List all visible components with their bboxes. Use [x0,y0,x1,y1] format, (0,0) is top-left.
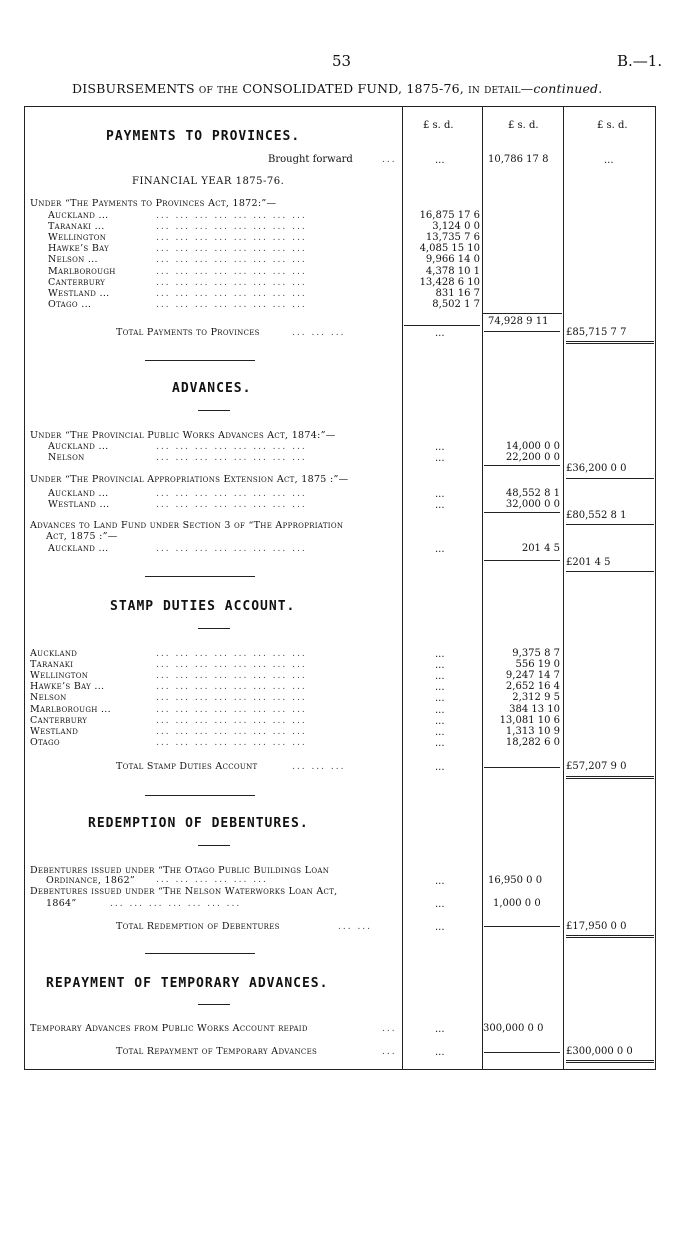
list-item-amount: 556 19 0 [515,659,560,671]
column-header-3: £ s. d. [597,120,628,131]
leader-dots: ... ... ... ... ... ... ... ... [156,255,307,266]
list-item-col1: ... [435,442,445,453]
section-separator [145,795,255,796]
section-title-repayment: REPAYMENT OF TEMPORARY ADVANCES. [46,976,329,991]
list-item-name: Canterbury [48,276,106,288]
list-item-amount: 9,966 14 0 [425,254,480,266]
section-separator [145,576,255,577]
list-item-name: Marlborough ... [30,703,111,715]
list-item-name: Wellington [30,670,89,682]
stamp-total-double-rule [566,776,654,779]
section-title-stamp-duties: STAMP DUTIES ACCOUNT. [110,599,296,614]
stamp-rule [484,767,560,768]
list-item-amount: 1,313 10 9 [505,725,560,737]
list-item-col1: ... [435,671,445,683]
title-underline [198,1004,230,1005]
heading-main: DISBURSEMENTS [72,81,195,96]
redemption-row-1-col1: ... [435,876,445,887]
redemption-row-2: Debentures issued under “The Nelson Waterworks Loan Act, [30,886,338,897]
redemption-rule [484,926,560,927]
redemption-total: £17,950 0 0 [566,921,627,932]
heading-of-the: of the [198,81,239,96]
list-item-name: Canterbury [30,714,88,726]
leader-dots: ... ... ... ... ... ... ... ... [156,649,307,659]
provinces-total-label: Total Payments to Provinces [116,327,260,338]
redemption-row-2-amount: 1,000 0 0 [493,898,541,909]
provinces-total-col1: ... [435,328,445,339]
leader-dots: ... ... ... [292,328,346,338]
list-item-amount: 9,375 8 7 [512,648,560,659]
column-divider-3 [563,106,564,1070]
list-item-col1: ... [435,737,445,749]
list-item-amount: 9,247 14 7 [505,670,560,682]
advances-total-2: £80,552 8 1 [566,510,627,521]
list-item-amount: 13,428 6 10 [419,276,480,288]
list-item-col1: ... [435,726,445,738]
heading-rest: CONSOLIDATED FUND, 1875-76, [242,81,464,96]
heading-continued: —continued. [520,81,603,96]
provinces-act-heading: Under “The Payments to Provinces Act, 1872:”— [30,198,277,209]
list-item-amount: 831 16 7 [435,287,480,299]
redemption-row-1: Debentures issued under “The Otago Public Buildings Loan [30,865,330,876]
leader-dots: ... ... ... ... ... ... ... [110,899,242,909]
list-item-amount: 22,200 0 0 [505,452,560,463]
title-underline [198,628,230,629]
list-item-name: Nelson [30,692,67,704]
list-item-name: Otago ... [48,298,92,310]
list-item-amount: 14,000 0 0 [505,441,560,452]
list-item-name: Westland ... [48,287,110,299]
provinces-total: £85,715 7 7 [566,327,627,338]
advances-rule-3 [484,560,560,561]
advances-total-rule-1 [566,478,654,479]
list-item-name: Nelson [48,452,85,463]
leader-dots: ... ... ... ... ... ... ... ... [156,682,307,693]
repayment-row-amount: 300,000 0 0 [483,1023,544,1034]
leader-dots: ... ... ... ... ... ... ... ... [156,277,307,288]
column-divider-1 [402,106,403,1070]
title-underline [198,410,230,411]
redemption-row-2-col1: ... [435,899,445,910]
leader-dots: ... ... ... ... ... ... ... ... [156,544,307,554]
list-item-amount: 32,000 0 0 [505,499,560,510]
repayment-rule [484,1052,560,1053]
list-item-name: Westland ... [48,499,110,510]
document-reference: B.—1. [617,52,663,70]
column-header-2: £ s. d. [508,120,539,131]
list-item-amount: 13,081 10 6 [499,714,560,726]
list-item-amount: 2,652 16 4 [505,681,560,693]
provinces-col2-rule [484,331,560,332]
list-item-amount: 8,502 1 7 [432,298,480,310]
stamp-total: £57,207 9 0 [566,761,627,772]
page-number: 53 [332,52,352,70]
redemption-row-1-amount: 16,950 0 0 [488,875,543,886]
leader-dots: ... ... ... ... ... ... ... ... [156,500,307,510]
advances-rule-2 [484,512,560,513]
list-item-name: Hawke’s Bay ... [30,681,105,693]
list-item-col1: ... [435,649,445,660]
advances-land-fund-heading-cont: Act, 1875 :”— [46,531,118,542]
leader-dots: ... [382,1047,397,1057]
list-item-name: Hawke’s Bay [48,243,110,255]
advances-act-heading-2: Under “The Provincial Appropriations Extension Act, 1875 :”— [30,474,349,485]
list-item-col1: ... [435,693,445,705]
provinces-total-double-rule [566,341,654,344]
leader-dots: ... ... ... ... ... ... ... ... [156,660,307,671]
leader-dots: ... [382,155,397,165]
list-item-col1: ... [435,682,445,694]
redemption-total-col1: ... [435,922,445,933]
page-heading [72,81,602,96]
redemption-total-label: Total Redemption of Debentures [116,921,280,932]
repayment-total-col1: ... [435,1047,445,1058]
leader-dots: ... ... ... ... ... ... ... ... [156,704,307,715]
list-item-col1: ... [435,489,445,500]
redemption-row-2-cont: 1864” [46,898,77,909]
list-item-name: Auckland [30,648,78,659]
list-item-name: Otago [30,736,60,748]
heading-in-detail: in detail [468,81,521,96]
list-item-col1: ... [435,500,445,511]
list-item-amount: 13,735 7 6 [425,232,480,244]
leader-dots: ... ... [338,922,373,932]
leader-dots: ... ... ... ... ... ... ... ... [156,442,307,452]
list-item-amount: 18,282 6 0 [505,736,560,748]
list-item-name: Auckland ... [48,543,109,554]
leader-dots: ... ... ... ... ... ... ... ... [156,489,307,499]
section-title-payments-to-provinces: PAYMENTS TO PROVINCES. [106,129,301,144]
list-item-amount: 384 13 10 [509,703,560,715]
advances-total-rule-3 [566,571,654,572]
list-item-name: Taranaki [30,659,74,671]
section-title-advances: ADVANCES. [172,381,252,396]
list-item-name: Auckland ... [48,210,109,221]
leader-dots: ... ... ... ... ... ... ... ... [156,715,307,726]
title-underline [198,845,230,846]
list-item-name: Auckland ... [48,488,109,499]
list-item-amount: 4,085 15 10 [419,243,480,255]
list-item-name: Auckland ... [48,441,109,452]
provinces-subtotal: 74,928 9 11 [488,316,549,327]
list-item-col1: ... [435,715,445,727]
repayment-total-label: Total Repayment of Temporary Advances [116,1046,318,1057]
list-item-amount: 201 4 5 [521,543,560,554]
leader-dots: ... ... ... ... ... ... ... ... [156,737,307,748]
leader-dots: ... ... ... [292,762,346,772]
list-item-amount: 16,875 17 6 [419,210,480,221]
advances-total-3: £201 4 5 [566,557,611,568]
repayment-total-double-rule [566,1060,654,1063]
section-separator [145,360,255,361]
subtotal-rule [482,313,562,314]
list-item-name: Westland [30,725,79,737]
leader-dots: ... ... ... ... ... ... ... ... [156,288,307,299]
leader-dots: ... ... ... ... ... ... ... ... [156,266,307,277]
list-item-name: Wellington [48,232,107,244]
leader-dots: ... ... ... ... ... ... ... ... [156,233,307,244]
redemption-total-double-rule [566,935,654,938]
leader-dots: ... ... ... ... ... ... ... ... [156,244,307,255]
list-item-name: Marlborough [48,265,116,277]
advances-act-heading-1: Under “The Provincial Public Works Advances Act, 1874:”— [30,430,336,441]
list-item-col1: ... [435,660,445,672]
list-item-name: Taranaki ... [48,221,105,233]
repayment-total: £300,000 0 0 [566,1046,633,1057]
list-item-name: Nelson ... [48,254,98,266]
section-title-redemption: REDEMPTION OF DEBENTURES. [88,816,309,831]
list-item-col1: ... [435,544,445,555]
leader-dots: ... ... ... ... ... ... ... ... [156,299,307,310]
leader-dots: ... ... ... ... ... ... ... ... [156,453,307,463]
list-item-amount: 4,378 10 1 [425,265,480,277]
advances-rule-1 [484,465,560,466]
financial-year-heading: FINANCIAL YEAR 1875-76. [132,176,285,187]
leader-dots: ... ... ... ... ... ... ... ... [156,726,307,737]
brought-forward-amount: 10,786 17 8 [488,154,549,165]
leader-dots: ... ... ... ... ... ... ... ... [156,222,307,233]
stamp-total-col1: ... [435,762,445,773]
leader-dots: ... ... ... ... ... ... ... ... [156,671,307,682]
leader-dots: ... ... ... ... ... ... ... ... [156,693,307,704]
list-item-amount: 48,552 8 1 [505,488,560,499]
section-separator [145,953,255,954]
stamp-total-label: Total Stamp Duties Account [116,761,258,772]
advances-land-fund-heading: Advances to Land Fund under Section 3 of “The Appropriation [30,520,344,531]
column-divider-2 [482,106,483,1070]
list-item-col1: ... [435,453,445,464]
repayment-row-col1: ... [435,1024,445,1035]
brought-forward-col1: ... [435,155,445,166]
leader-dots: ... ... ... ... ... ... [156,875,268,885]
leader-dots: ... [382,1024,397,1034]
provinces-col1-rule [404,325,480,326]
column-header-1: £ s. d. [423,120,454,131]
advances-total-rule-2 [566,524,654,525]
repayment-row: Temporary Advances from Public Works Account repaid [30,1023,308,1034]
redemption-row-1-cont: Ordinance, 1862” [46,875,136,886]
list-item-amount: 3,124 0 0 [432,221,480,233]
brought-forward-col3: ... [604,155,614,166]
list-item-amount: 2,312 9 5 [512,692,560,704]
advances-total-1: £36,200 0 0 [566,463,627,474]
list-item-col1: ... [435,704,445,716]
brought-forward-label: Brought forward [268,154,353,165]
leader-dots: ... ... ... ... ... ... ... ... [156,211,307,221]
